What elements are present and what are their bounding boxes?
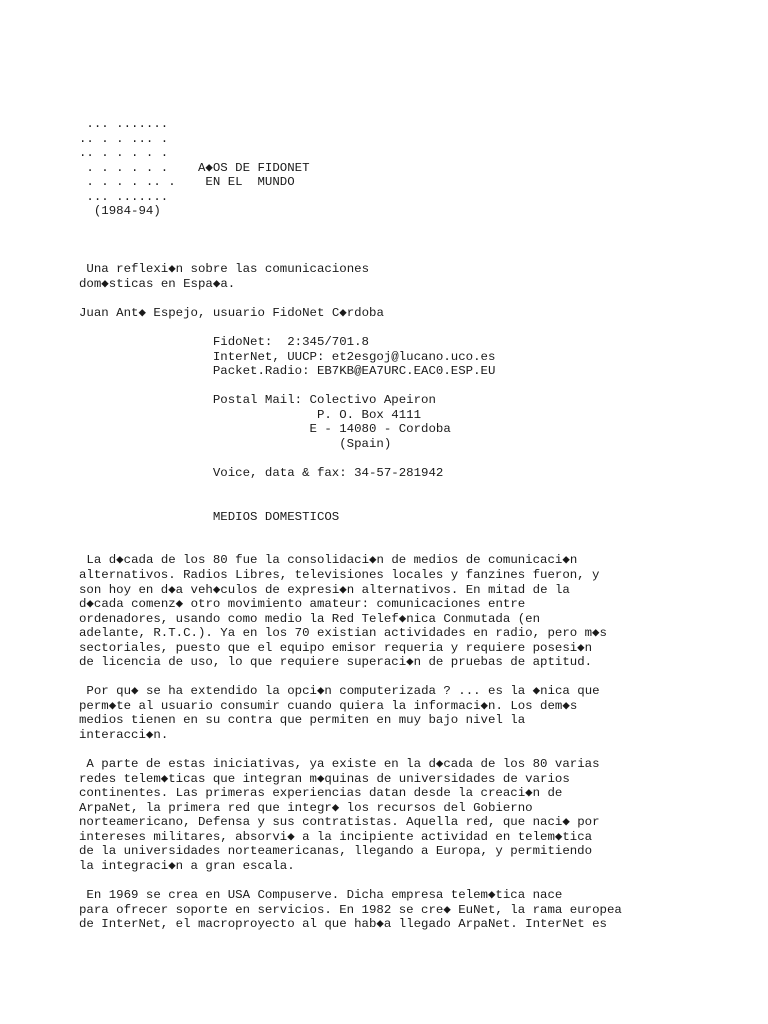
document-page (79, 117, 759, 1017)
document-body-text: ... ....... .. . . ... . .. . . . . . . . . . . . A◆OS DE FIDONET . . . . .. . EN EL MUNDO ... ....... (1984-94) Una reflexi◆n sobre las comunicaciones dom◆sticas en Espa◆a. Juan Ant◆ Espejo, usuario FidoNet C◆rdoba FidoNet: 2:345/701.8 InterNet, UUCP: et2esgoj@lucano.uco.es Packet.Radio: EB7KB@EA7URC.EAC0.ESP.EU Postal Mail: Colectivo Apeiron P. O. Box 4111 E - 14080 - Cordoba (Spain) Voice, data & fax: 34-57-281942 MEDIOS DOMESTICOS La d◆cada de los 80 fue la consolidaci◆n de medios de comunicaci◆n alternativos. Radios Libres, televisiones locales y fanzines fueron, y son hoy en d◆a veh◆culos de expresi◆n alternativos. En mitad de la d◆cada comenz◆ otro movimiento amateur: comunicaciones entre ordenadores, usando como medio la Red Telef◆nica Conmutada (en adelante, R.T.C.). Ya en los 70 existian actividades en radio, pero m◆s sectoriales, puesto que el equipo emisor requeria y requiere posesi◆n de licencia de uso, lo que requiere superaci◆n de pruebas de aptitud. Por qu◆ se ha extendido la opci◆n computerizada ? ... es la ◆nica que perm◆te al usuario consumir cuando quiera la informaci◆n. Los dem◆s medios tienen en su contra que permiten en muy bajo nivel la interacci◆n. A parte de estas iniciativas, ya existe en la d◆cada de los 80 varias redes telem◆ticas que integran m◆quinas de universidades de varios continentes. Las primeras experiencias datan desde la creaci◆n de ArpaNet, la primera red que integr◆ los recursos del Gobierno norteamericano, Defensa y sus contratistas. Aquella red, que naci◆ por intereses militares, absorvi◆ a la incipiente actividad en telem◆tica de la universidades norteamericanas, llegando a Europa, y permitiendo la integraci◆n a gran escala. En 1969 se crea en USA Compuserve. Dicha empresa telem◆tica nace para ofrecer soporte en servicios. En 1982 se cre◆ EuNet, la rama europea de InterNet, el macroproyecto al que hab◆a llegado ArpaNet. InterNet es (79, 117, 622, 932)
